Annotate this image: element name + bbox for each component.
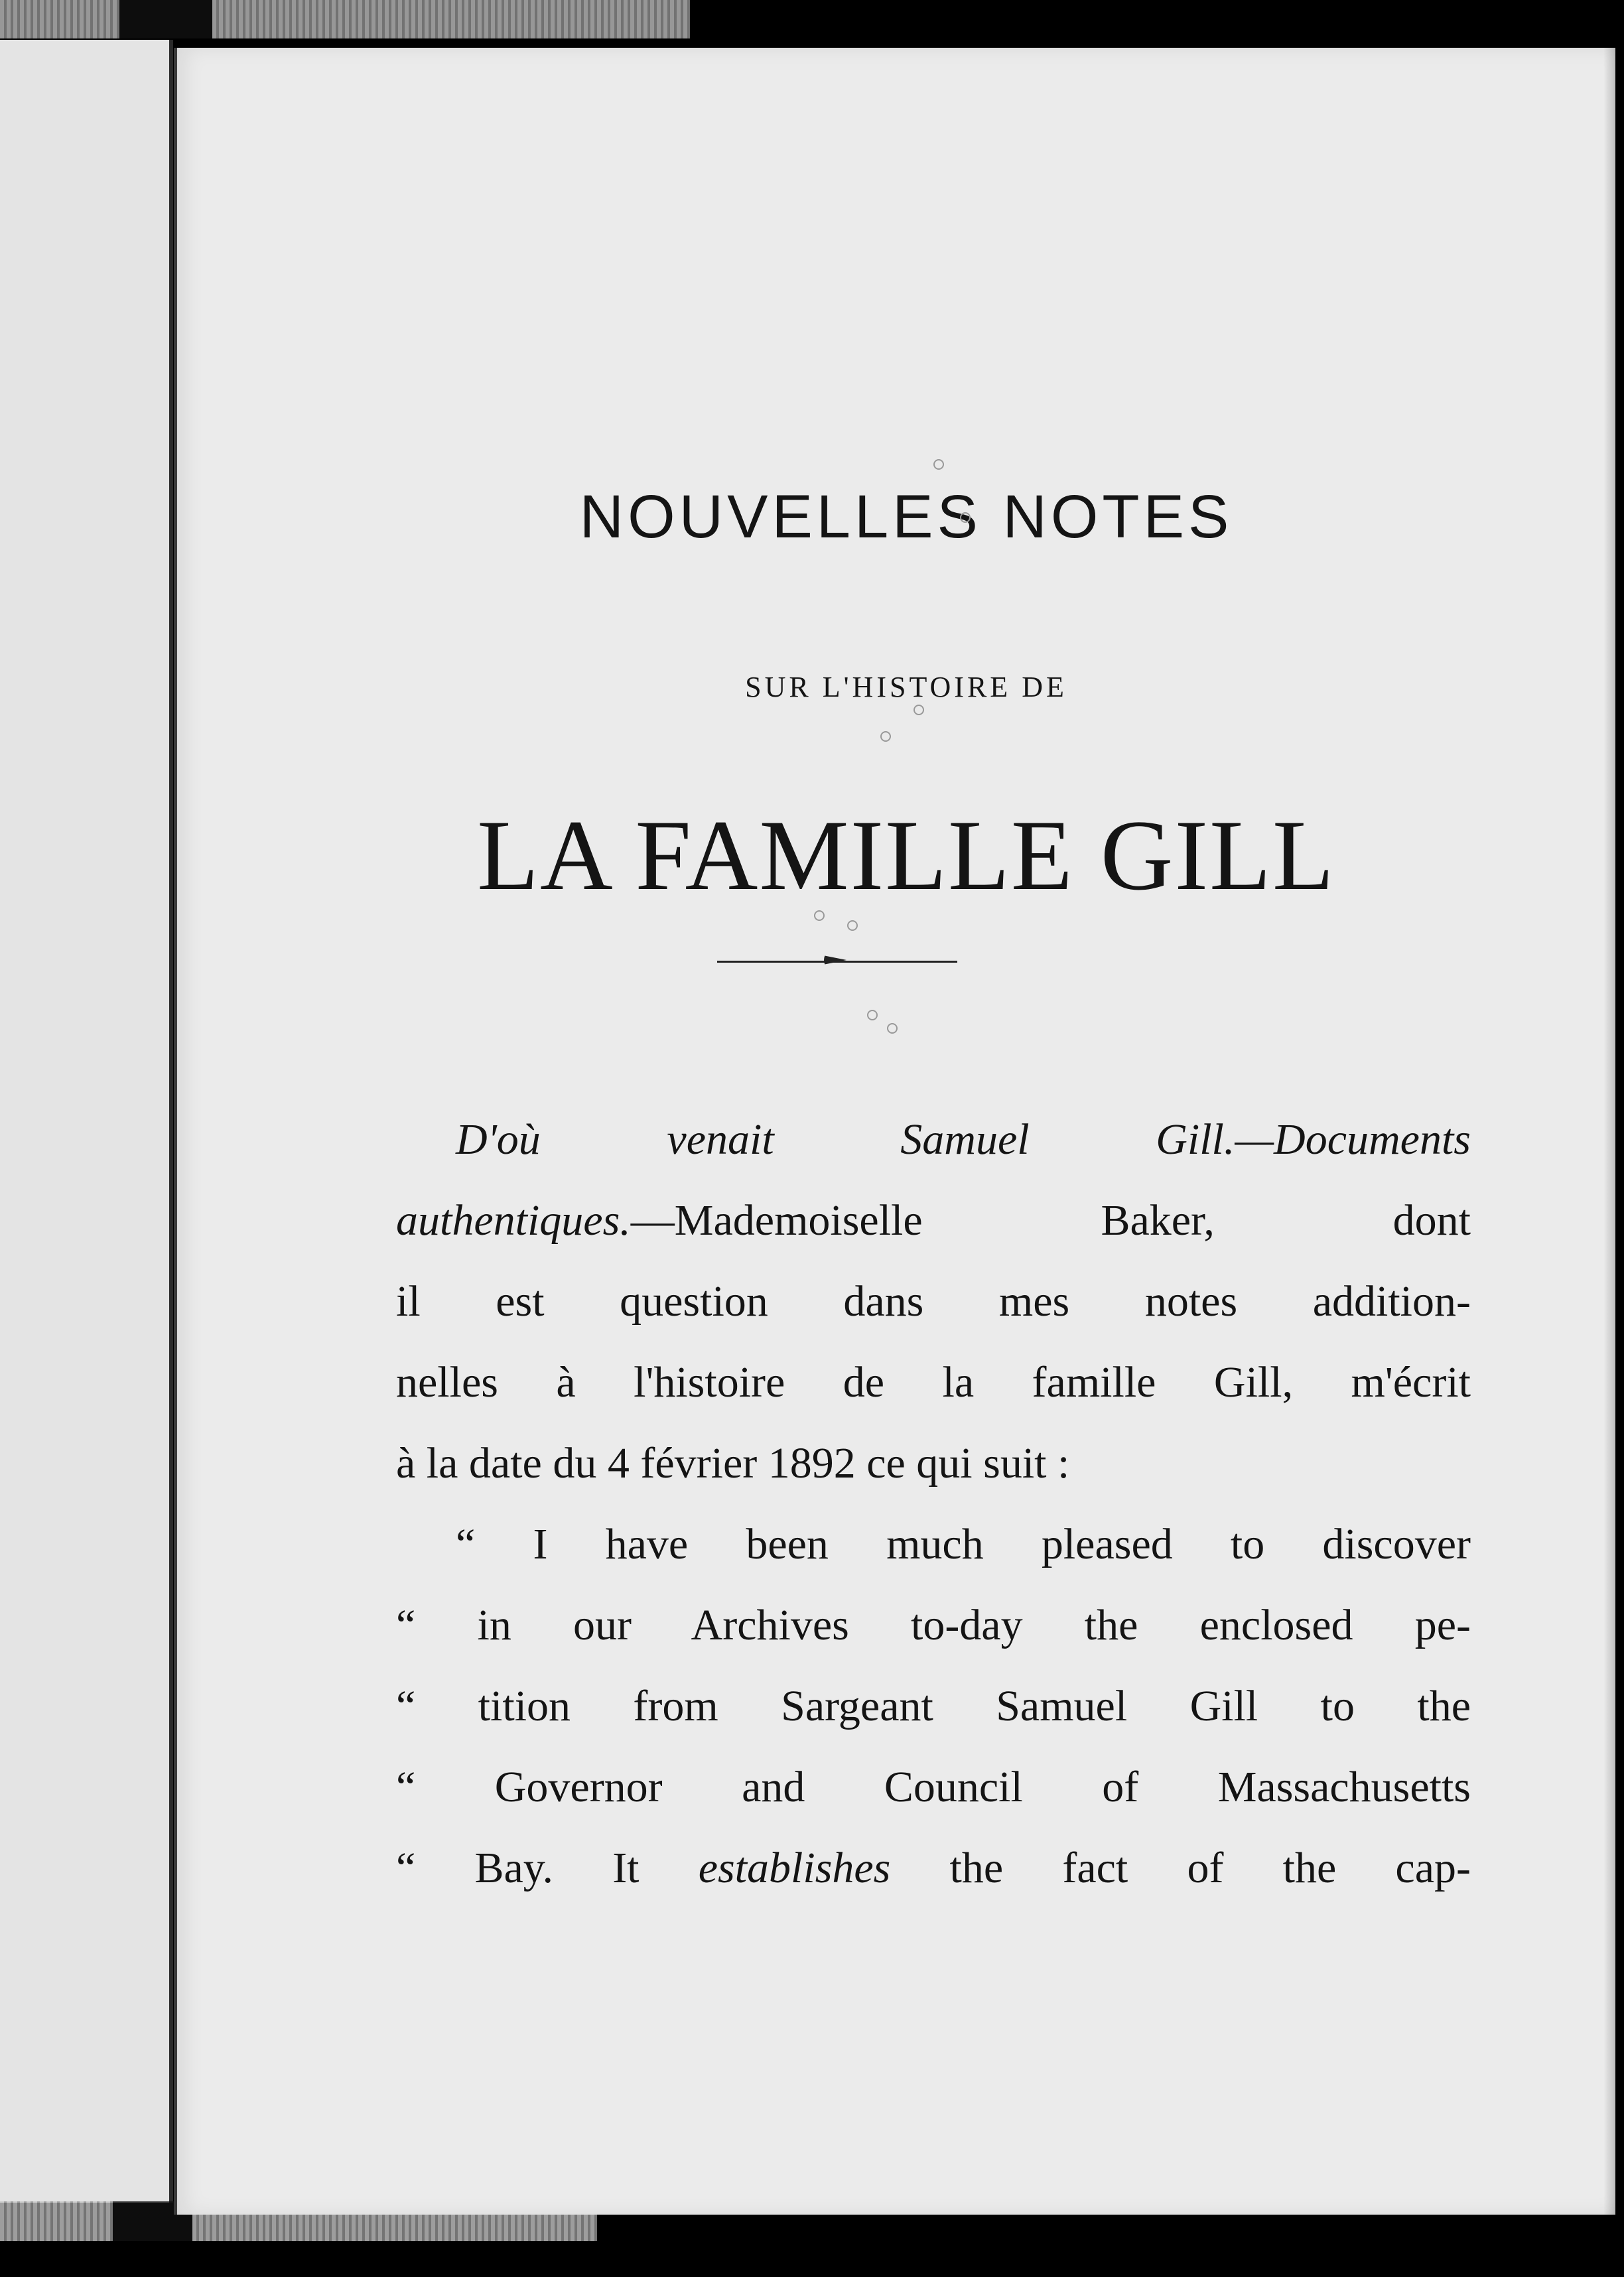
quote-line: “ Governor and Council of Massachusetts: [396, 1763, 1471, 1811]
paragraph-line: [396, 1099, 1471, 1180]
perforation-dot-icon: [814, 910, 825, 921]
paragraph-line: [396, 1180, 1471, 1261]
perforation-dot-icon: [847, 920, 858, 931]
perforation-dot-icon: [880, 731, 891, 742]
quote-line: [396, 1828, 1471, 1909]
paragraph-line: il est question dans mes notes addition-: [396, 1277, 1471, 1326]
perforation-dot-icon: [960, 512, 971, 523]
quote-text: the fact of the cap-: [949, 1844, 1471, 1892]
left-cover-strip: [0, 40, 173, 2203]
title-nouvelles-notes: NOUVELLES NOTES: [579, 483, 1233, 551]
main-title-famille-gill: LA FAMILLE GILL: [477, 799, 1335, 911]
paragraph-text: —Mademoiselle Baker, dont: [630, 1196, 1471, 1245]
quote-line: “ tition from Sargeant Samuel Gill to the: [396, 1682, 1471, 1730]
quote-text: “ Bay. It: [396, 1844, 640, 1892]
page-content: [177, 48, 1615, 2215]
italic-heading: authentiques.: [396, 1196, 631, 1245]
perforation-dot-icon: [887, 1023, 898, 1034]
quote-italic: establishes: [698, 1844, 891, 1892]
italic-heading: D'où venait Samuel Gill.—Documents: [456, 1115, 1471, 1164]
quote-line: “ I have been much pleased to discover: [456, 1520, 1471, 1568]
subtitle-sur-histoire: SUR L'HISTOIRE DE: [745, 671, 1067, 703]
quote-line: “ in our Archives to-day the enclosed pe-: [396, 1601, 1471, 1649]
perforation-dot-icon: [867, 1010, 878, 1020]
document-page: [174, 48, 1615, 2215]
perforation-dot-icon: [914, 705, 924, 715]
scan-top-edge: [0, 0, 690, 38]
paragraph-line: à la date du 4 février 1892 ce qui suit :: [396, 1439, 1070, 1487]
perforation-dot-icon: [933, 459, 944, 470]
paragraph-line: nelles à l'histoire de la famille Gill, m'écrit: [396, 1358, 1471, 1407]
ornament-arrow-icon: [824, 949, 846, 971]
body-text: [396, 1099, 1471, 1909]
